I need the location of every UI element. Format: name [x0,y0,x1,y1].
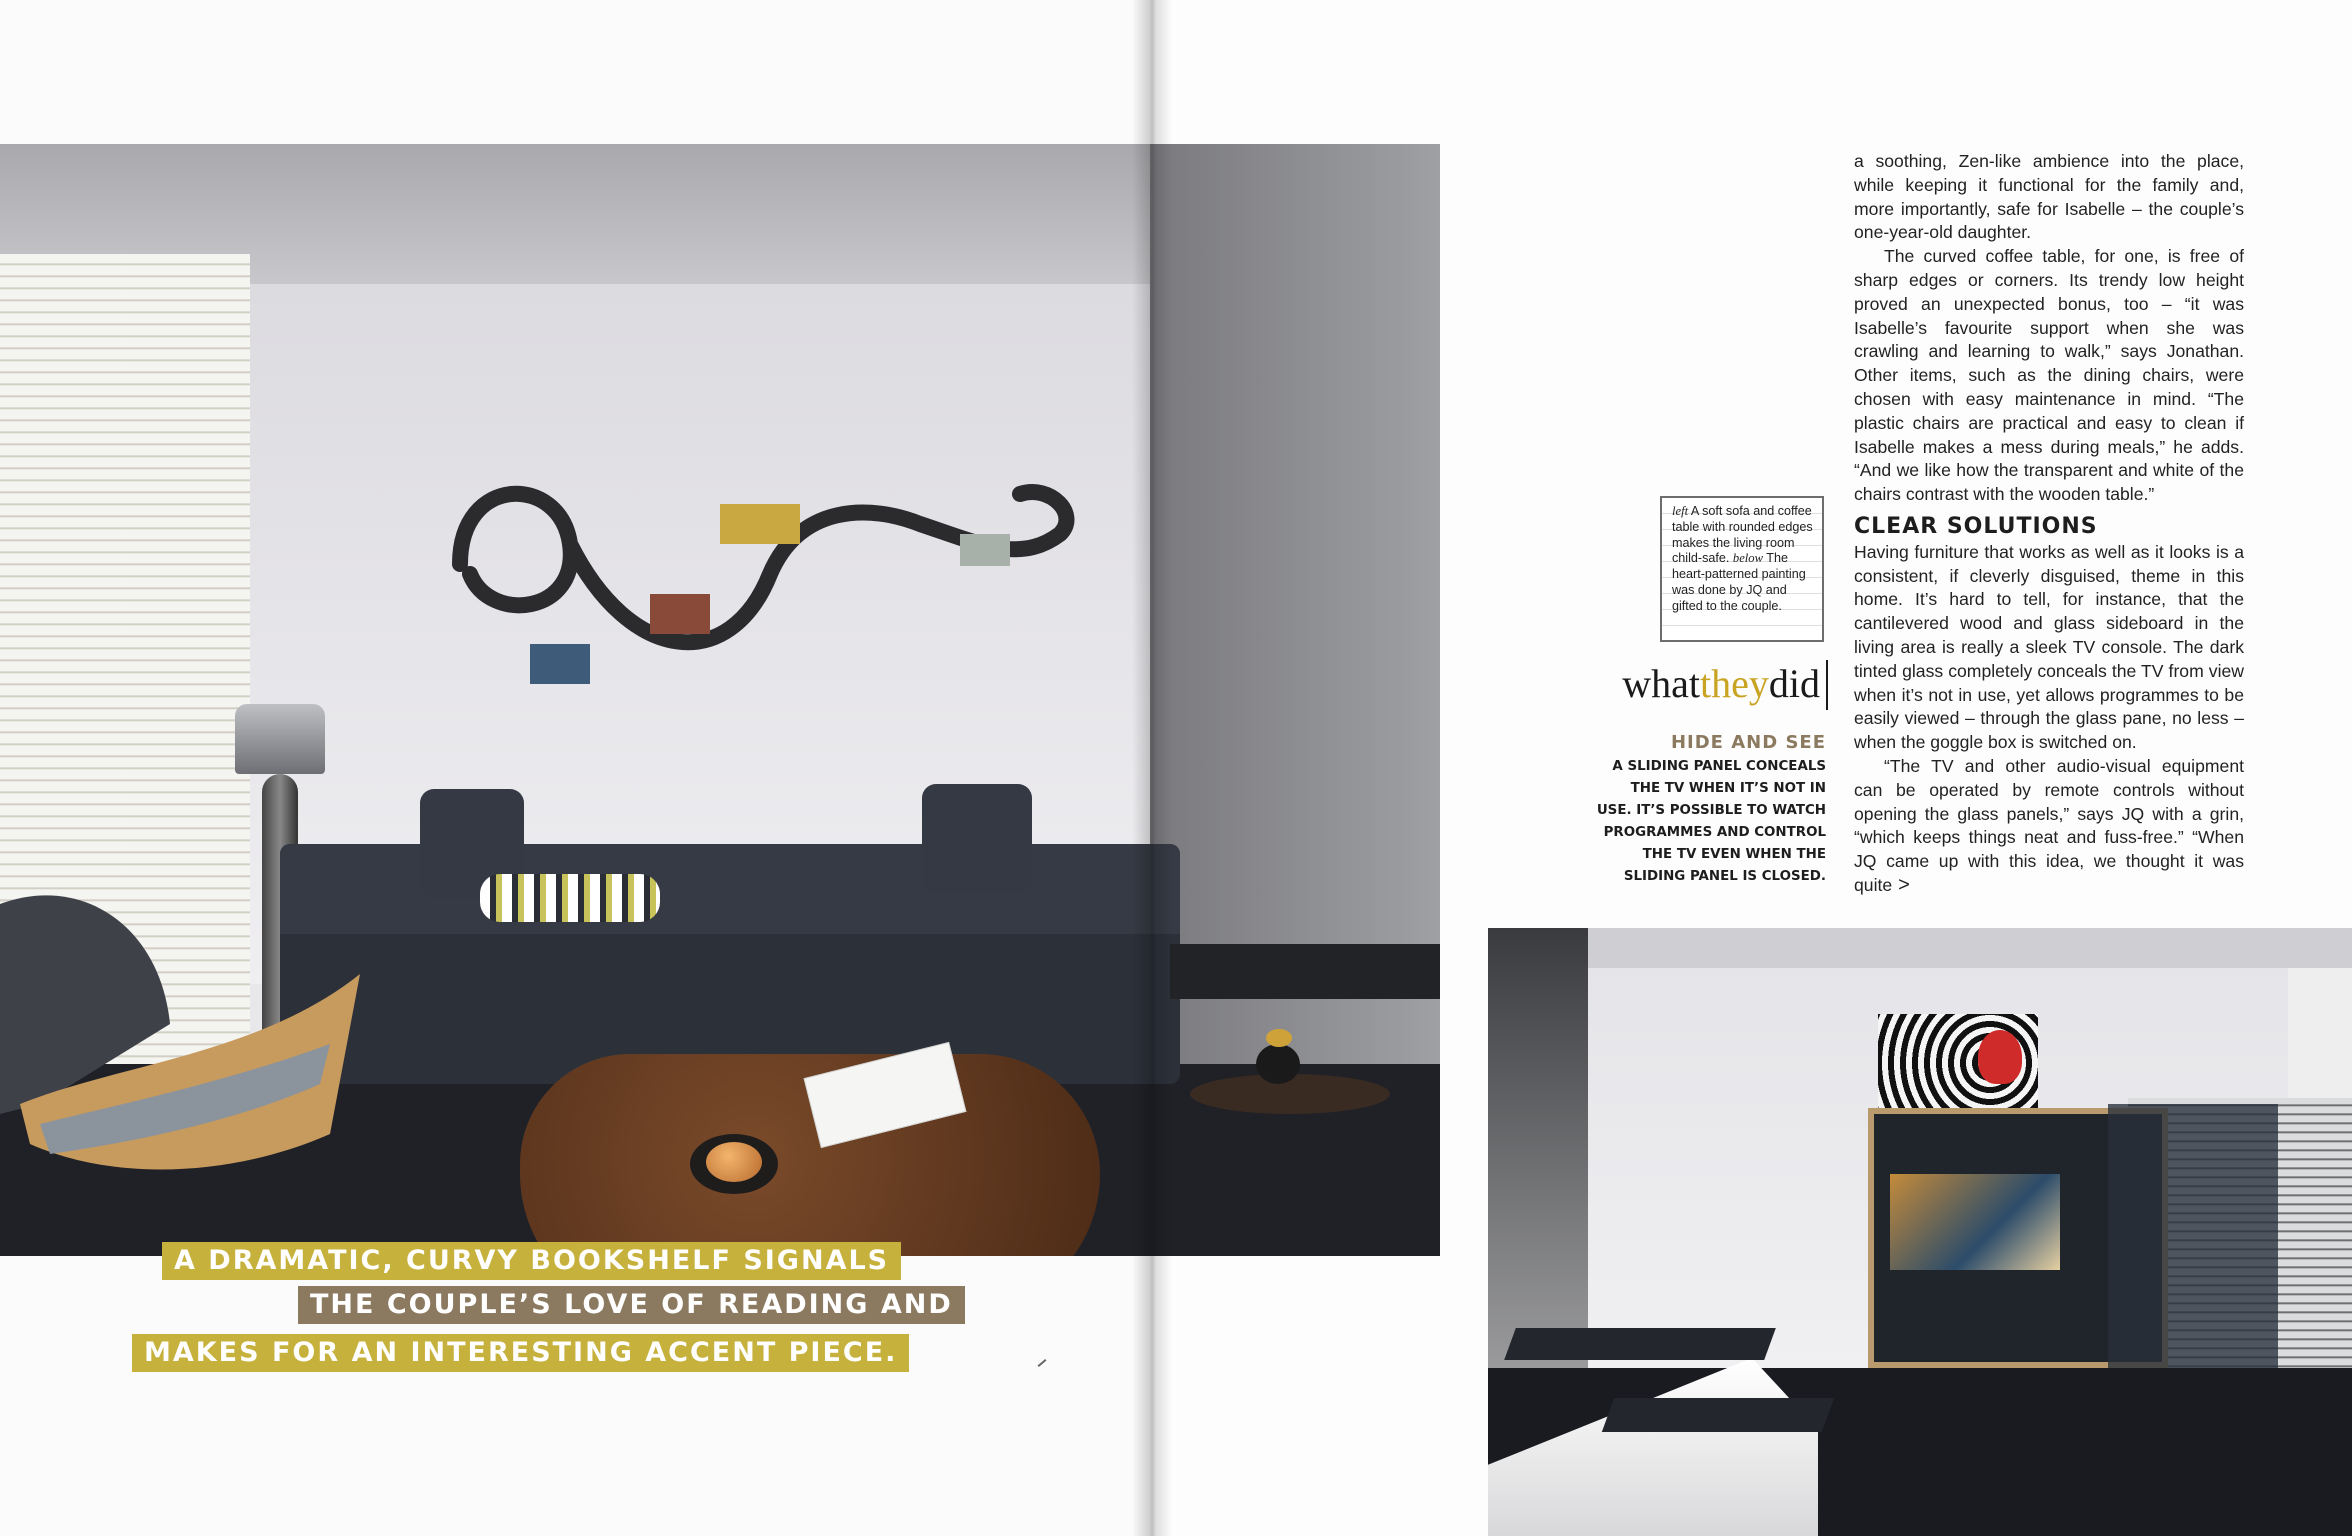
vase [1256,1044,1300,1084]
sofa-back [280,844,1180,934]
tv-screen [1890,1174,2060,1270]
section-heading: CLEAR SOLUTIONS [1854,513,2098,539]
article-paragraph: The curved coffee table, for one, is free of sharp edges or corners. Its trendy low height proved an unexpected bonus, too – “it was Isabelle’s favourite support when she was crawling and learning to walk,” says Jonathan. Other items, such as the dining chairs, were chosen with easy maintenance in mind. “The plastic chairs are practical and easy to clean if Isabelle makes a mess during meals,” he adds. “And we like how the transparent and white of the chairs contrast with the wooden table.” [1854,246,2244,505]
title-part: they [1700,661,1769,706]
flower [1266,1029,1292,1047]
article-paragraph: Having furniture that works as well as it looks is a consistent, if cleverly disguised, theme in this home. It’s hard to tell, for instance, that the cantilevered wood and glass sideboard in the living area is really a sleek TV console. The dark tinted glass completely conceals the TV from view when it’s not in use, yet allows programmes to be easily viewed – through the glass pane, no less – when the goggle box is switched on. [1854,541,2244,753]
tinted-glass-panel [2108,1104,2278,1376]
step-tread [1602,1398,1834,1432]
spread-gutter [1132,0,1172,1536]
shell-chair [0,884,360,1224]
heart-shape [1978,1030,2022,1084]
article-paragraph-text: “The TV and other audio-visual equipment can be operated by remote controls without opening the glass panels,” says JQ with a grin, “which keeps things neat and fuss-free.” “When JQ came up with this idea, we thought it was quite [1854,755,2244,895]
tip-body: A SLIDING PANEL CONCEALS THE TV WHEN IT’S NOT IN USE. IT’S POSSIBLE TO WATCH PROGRAMMES AND CONTROL THE TV EVEN WHEN THE SLIDING PANEL IS CLOSED. [1596,759,1826,884]
article-paragraph [1854,755,2244,898]
bread [706,1142,762,1182]
black-ledge [1170,944,1440,999]
caption-label-below: below [1732,551,1763,566]
main-caption-line-3: MAKES FOR AN INTERESTING ACCENT PIECE. [132,1334,909,1372]
tip-title: HIDE AND SEE [1670,732,1826,753]
tv-console-photo [1488,928,2352,1536]
striped-pillow [480,874,660,922]
caption-label-left: left [1672,504,1689,518]
step-tread [1504,1328,1776,1360]
continue-arrow-icon: > [1898,873,1910,896]
curvy-bookshelf [400,444,1100,704]
article-paragraph: a soothing, Zen-like ambience into the place, while keeping it functional for the family and, more importantly, safe for Isabelle – the couple’s one-year-old daughter. [1854,151,2244,243]
title-part: did [1768,661,1820,706]
ceiling [1588,928,2352,968]
table-lamp [235,704,325,774]
main-caption-line-1: A DRAMATIC, CURVY BOOKSHELF SIGNALS [162,1242,901,1280]
main-caption-line-2: THE COUPLE’S LOVE OF READING AND [298,1286,965,1324]
title-part: what [1622,661,1700,706]
article-column [1854,150,2244,898]
what-they-did-title [1600,660,1828,710]
living-room-photo [0,144,1440,1256]
caption-text-left: A soft sofa and coffee table with rounded edges makes the living room child-safe. [1672,504,1813,566]
photo-caption [1660,496,1824,642]
caption-text-below: The heart-patterned painting was done by JQ and gifted to the couple. [1672,551,1806,613]
sofa-cushion [922,784,1032,894]
